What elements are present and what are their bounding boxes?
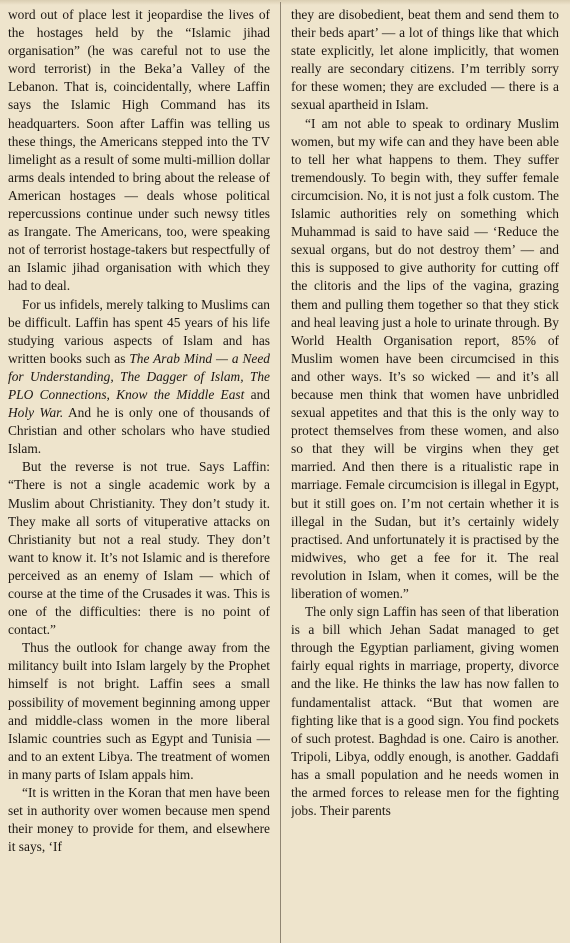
left-paragraph xyxy=(8,6,270,296)
right-paragraph xyxy=(291,115,559,604)
left-column xyxy=(8,6,270,939)
paragraph-text: And he is only one of thousands of Christian and other scholars who have studied Islam. xyxy=(8,405,270,457)
right-paragraph xyxy=(291,603,559,820)
paragraph-text: “It is written in the Koran that men have been set in authority over women because men spend their money to provide for them, and elsewhere it says, ‘If xyxy=(8,785,270,855)
paragraph-text: For us infidels, merely talking to Muslims can be difficult. Laffin has spent 45 years of his life studying various aspects of Islam and has written books such as xyxy=(8,296,270,366)
paragraph-text: and xyxy=(244,386,270,402)
left-paragraph xyxy=(8,296,270,459)
paragraph-text: But the reverse is not true. Says Laffin: “There is not a single academic work by a Muslim about Christianity. They don’t study it. They make all sorts of vituperative attacks on Christianity but not a real study. They don’t want to know it. It’s not Islamic and is therefore perceived as an enemy of Islam — which of course at the time of the Crusades it was. This is one of the difficulties: there is no point of contact.” xyxy=(8,459,270,638)
column-divider xyxy=(280,2,281,943)
clipping-top-edge xyxy=(0,0,570,5)
left-paragraph xyxy=(8,784,270,856)
left-paragraph xyxy=(8,639,270,784)
paragraph-text: they are disobedient, beat them and send them to their beds apart’ — a lot of things like that which state explicitly, let alone implicitly, that women really are secondary citizens. I’m terribly sorry for these women; they are excluded — there is a sexual apartheid in Islam. xyxy=(291,7,559,113)
paragraph-text: “I am not able to speak to ordinary Muslim women, but my wife can and they have been able to tell her what happens to them. They suffer tremendously. To begin with, they suffer female circumcision. No, it is not just a folk custom. The Islamic authorities rely on something which Muhammad is said to have said — ‘Reduce the sexual organs, but do not destroy them’ — and this is supposed to give authority for cutting off the clitoris and the lips of the vagina, grazing them and pulling them together so that they stick and heal leaving just a hole to urinate through. By World Health Organisation report, 85% of Muslim women have been circumcised in this and other ways. It’s so wicked — and it’s all because men think that women have unbridled sexual appetites and that this is the only way to protect themselves from these women, and also so that they will be virgins when they get married. And then there is a ritualistic rape in marriage. Female circumcision is illegal in Egypt, but it still goes on. I’m not certain whether it is illegal in the Sudan, but it’s certainly widely practised. And unfortunately it is practised by the midwives, who get a fee for it. The real revolution in Islam, when it comes, will be the liberation of women.” xyxy=(291,115,559,601)
left-paragraph xyxy=(8,458,270,639)
book-title-text: The Arab Mind — a Need for Understanding, The Dagger of Islam, The PLO Connections, Know the Middle East xyxy=(8,350,270,402)
paragraph-text: The only sign Laffin has seen of that liberation is a bill which Jehan Sadat managed to get through the Egyptian parliament, giving women fairly equal rights in marriage, property, divorce and the like. He thinks the law has now fallen to fundamentalist attack. “But that women are fighting like that is a good sign. You find pockets of such protest. Baghdad is one. Cairo is another. Tripoli, Libya, oddly enough, is another. Gaddafi has a small population and he needs women in the armed forces to release men for the fighting jobs. Their parents xyxy=(291,604,559,819)
right-paragraph xyxy=(291,6,559,115)
right-column xyxy=(291,6,559,939)
book-title-text: Holy War. xyxy=(8,405,64,421)
paragraph-text: word out of place lest it jeopardise the lives of the hostages held by the “Islamic jihad organisation” (he was careful not to use the word terrorist) in the Beka’a Valley of the Lebanon. That is, coincidentally, where Laffin says the Islamic High Command has its headquarters. Soon after Laffin was telling us these things, the Americans stepped into the TV limelight as a result of some multi-million dollar arms deals intended to bring about the release of American hostages — deals whose political repercussions continue under such newsy titles as Irangate. The Americans, too, were speaking not of terrorist hostage-takers but respectfully of an Islamic jihad organisation with which they had to deal. xyxy=(8,7,270,294)
paragraph-text: Thus the outlook for change away from the militancy built into Islam largely by the Prophet himself is not bright. Laffin sees a small possibility of movement beginning among upper and middle-class women in the more liberal Islamic countries such as Egypt and Tunisia — and to an extent Libya. The treatment of women in many parts of Islam appals him. xyxy=(8,640,270,782)
